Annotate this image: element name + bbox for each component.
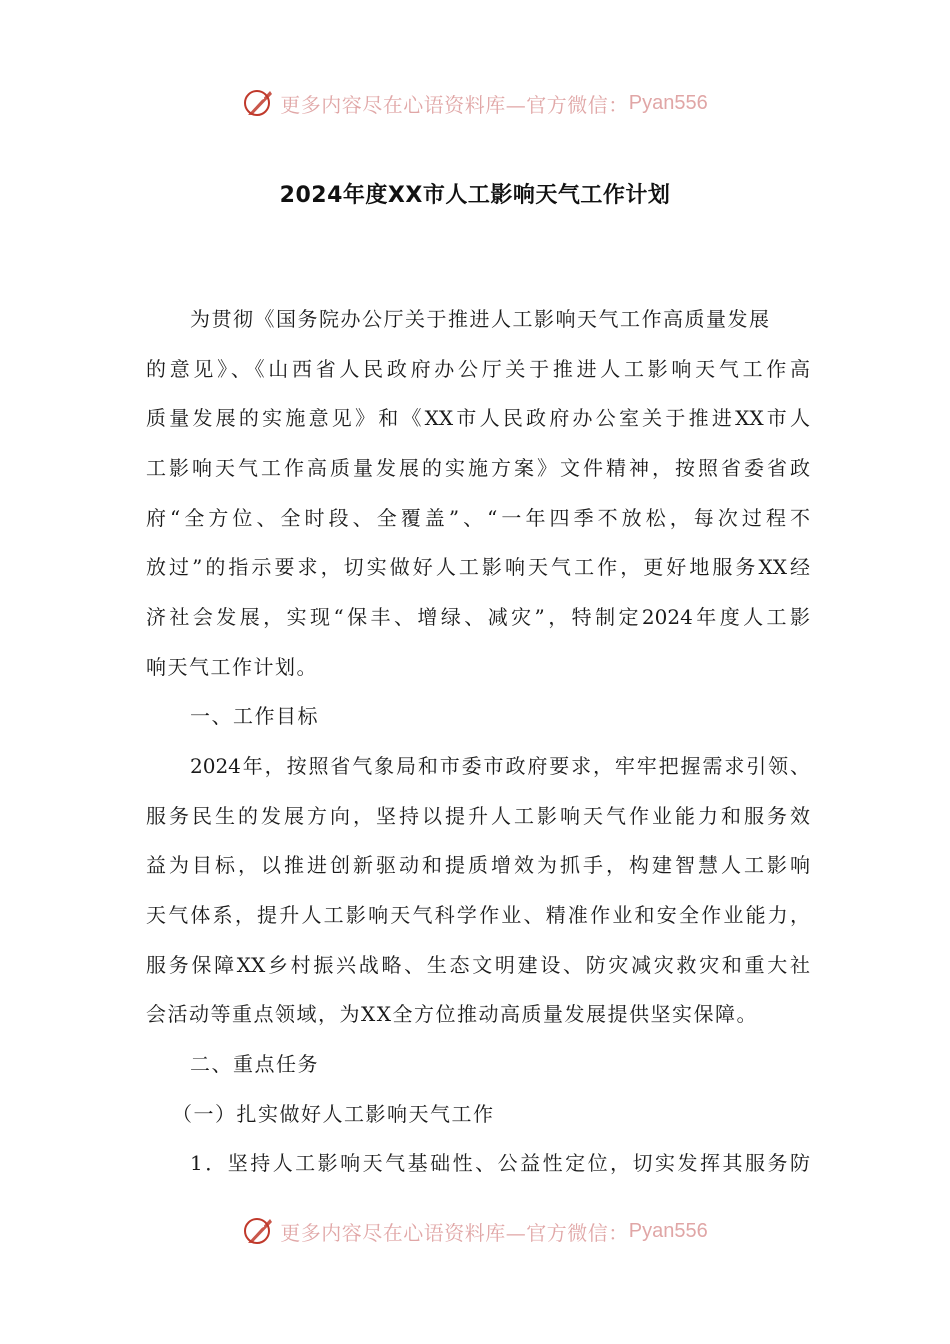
body-line: 天气体系，提升人工影响天气科学作业、精准作业和安全作业能力， <box>146 903 810 927</box>
quill-logo-icon <box>242 1214 276 1248</box>
body-line: 济社会发展，实现“保丰、增绿、减灾”，特制定2024年度人工影 <box>146 605 810 629</box>
watermark-banner-top <box>0 83 950 123</box>
body-line: 益为目标，以推进创新驱动和提质增效为抓手，构建智慧人工影响 <box>146 853 810 877</box>
body-line: 1．坚持人工影响天气基础性、公益性定位，切实发挥其服务防 <box>190 1151 810 1175</box>
watermark-text: 更多内容尽在心语资料库—官方微信： <box>280 1220 629 1245</box>
body-line: 服务保障XX乡村振兴战略、生态文明建设、防灾减灾救灾和重大社 <box>146 953 810 977</box>
body-line: 府“全方位、全时段、全覆盖”、“一年四季不放松，每次过程不 <box>146 506 810 530</box>
body-line: 工影响天气工作高质量发展的实施方案》文件精神，按照省委省政 <box>146 456 810 480</box>
body-line: 响天气工作计划。 <box>146 655 318 679</box>
subsection-heading: （一）扎实做好人工影响天气工作 <box>172 1102 495 1126</box>
section-heading: 二、重点任务 <box>190 1052 319 1076</box>
section-heading: 一、工作目标 <box>190 704 319 728</box>
quill-logo-icon <box>242 86 276 120</box>
watermark-wechat-id: Pyan556 <box>628 91 708 114</box>
watermark-banner-bottom <box>0 1211 950 1251</box>
document-title: 2024年度XX市人工影响天气工作计划 <box>279 183 671 208</box>
body-line: 会活动等重点领域，为XX全方位推动高质量发展提供坚实保障。 <box>146 1002 758 1026</box>
watermark-text: 更多内容尽在心语资料库—官方微信： <box>280 92 629 117</box>
body-line: 服务民生的发展方向，坚持以提升人工影响天气作业能力和服务效 <box>146 804 810 828</box>
body-line: 的意见》、《山西省人民政府办公厅关于推进人工影响天气工作高 <box>146 357 810 381</box>
body-line: 质量发展的实施意见》和《XX市人民政府办公室关于推进XX市人 <box>146 406 810 430</box>
body-line: 2024年，按照省气象局和市委市政府要求，牢牢把握需求引领、 <box>190 754 810 778</box>
body-line: 为贯彻《国务院办公厅关于推进人工影响天气工作高质量发展 <box>190 307 771 331</box>
body-line: 放过”的指示要求，切实做好人工影响天气工作，更好地服务XX经 <box>146 555 810 579</box>
watermark-wechat-id: Pyan556 <box>628 1219 708 1242</box>
